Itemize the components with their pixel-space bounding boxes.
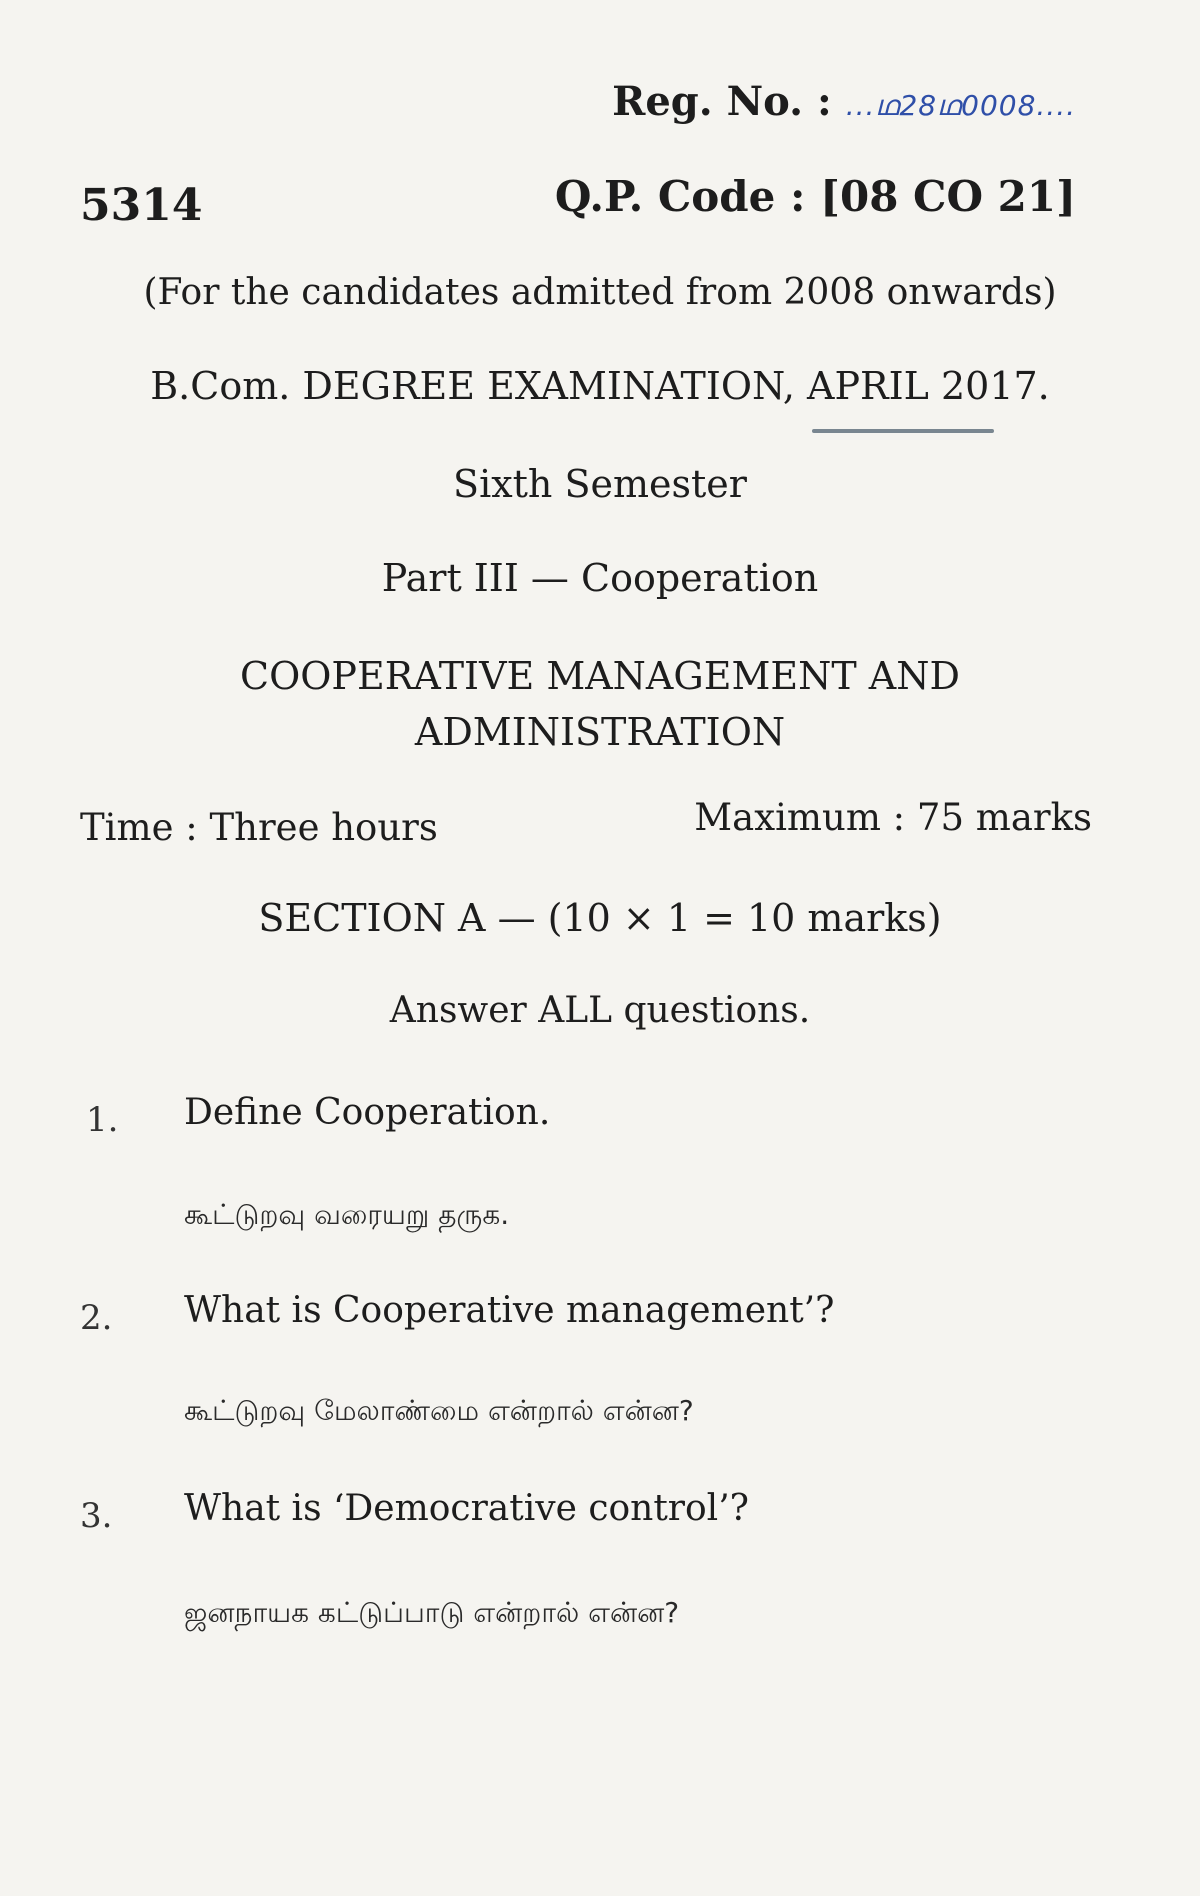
question-number: 1. [86,1100,119,1140]
qp-code: Q.P. Code : [08 CO 21] [554,172,1076,221]
reg-number [612,78,1076,125]
question-english: What is Cooperative management’? [184,1290,835,1331]
question-number: 3. [80,1496,113,1536]
pen-underline [812,429,994,433]
section-instruction: Answer ALL questions. [389,990,811,1031]
exam-duration: Time : Three hours [80,806,438,849]
maximum-marks: Maximum : 75 marks [694,796,1092,839]
section-title: SECTION A — (10 × 1 = 10 marks) [258,896,942,940]
reg-number-handwritten: ...ഥ28ഥ0008.... [845,89,1076,122]
subject-title [0,648,1200,760]
paper-number: 5314 [80,180,203,231]
question-tamil: ஜனநாயக கட்டுப்பாடு என்றால் என்ன? [184,1596,680,1629]
question-english: Define Cooperation. [184,1092,551,1133]
semester: Sixth Semester [453,462,747,506]
admitted-note: (For the candidates admitted from 2008 onwards) [143,272,1057,313]
subject-title-line1: COOPERATIVE MANAGEMENT AND [240,654,960,698]
question-tamil: கூட்டுறவு வரையறு தருக. [184,1198,510,1231]
reg-number-label: Reg. No. : [612,78,832,125]
question-number: 2. [80,1298,113,1338]
subject-title-line2: ADMINISTRATION [414,710,786,754]
part-title: Part III — Cooperation [381,556,819,600]
question-tamil: கூட்டுறவு மேலாண்மை என்றால் என்ன? [184,1394,694,1427]
question-english: What is ‘Democrative control’? [184,1488,749,1529]
degree-line: B.Com. DEGREE EXAMINATION, APRIL 2017. [150,364,1050,408]
